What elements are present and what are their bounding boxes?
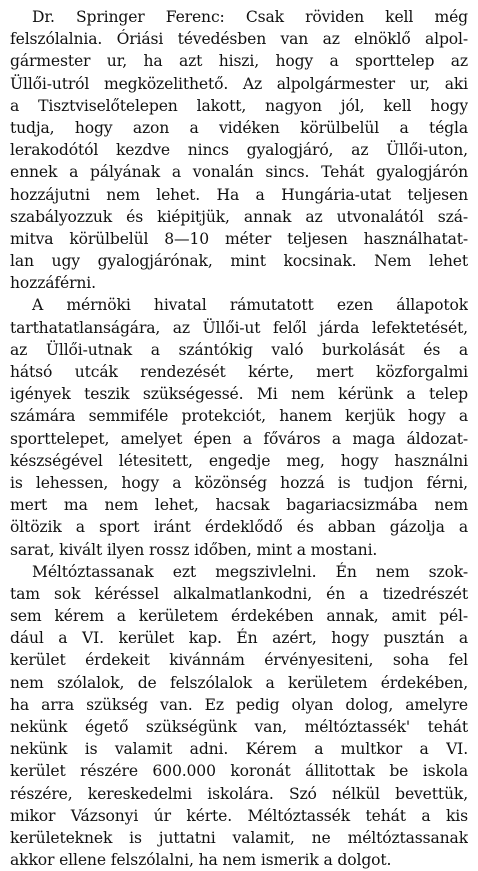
text-line: készségével létesitett, engedje meg, hogy használni: [10, 451, 468, 470]
text-line: öltözik a sport iránt érdeklődő és abban gázolja a: [10, 518, 468, 537]
text-line: Dr. Springer Ferenc: Csak röviden kell még: [32, 8, 468, 26]
paragraph-speech-opening: [10, 6, 468, 294]
text-line: sem kérem a kerületem érdekében annak, amit pél-: [10, 607, 468, 626]
text-line: tarthatatlanságára, az Üllői-ut felől járda lefektetését,: [10, 318, 468, 337]
text-line: lan ugy gyalogjárónak, mint kocsinak. Nem lehet: [10, 252, 468, 271]
text-line: tam sok kéréssel alkalmatlankodni, én a tizedrészét: [10, 584, 468, 603]
text-line: is lehessen, hogy a közönség hozzá is tudjon férni,: [10, 473, 468, 492]
text-line: mitva körülbelül 8—10 méter teljesen használhatat-: [10, 229, 468, 248]
text-line: igények teszik szükségessé. Mi nem kérünk a telep: [10, 385, 468, 404]
text-line: hátsó utcák rendezését kérte, mert közforgalmi: [10, 363, 468, 381]
text-line: sporttelepet, amelyet épen a főváros a maga áldozat-: [10, 429, 468, 448]
text-line: hozzájutni nem lehet. Ha a Hungária-utat teljesen: [10, 185, 468, 204]
text-line: Üllői-utról megközelithető. Az alpolgármester ur, aki: [10, 74, 468, 93]
text-line: lerakodótól kezdve nincs gyalogjáró, az Üllői-uton,: [10, 141, 468, 160]
text-line: kerület érdekeit kivánnám érvényesiteni, soha fel: [10, 651, 468, 670]
text-line: ennek a pályának a vonalán sincs. Tehát gyalogjárón: [10, 163, 468, 182]
text-line: számára semmiféle protekciót, hanem kerjük hogy a: [10, 407, 468, 426]
text-line: Méltóztassanak ezt megszivlelni. Én nem szok-: [32, 562, 468, 581]
text-line: mert ma nem lehet, hacsak bagariacsizmába nem: [10, 496, 468, 515]
text-line: nekünk égető szükségünk van, méltóztassék' tehát: [10, 718, 468, 736]
text-line: hozzáférni.: [10, 274, 96, 293]
text-line: tudja, hogy azon a vidéken körülbelül a tégla: [10, 118, 468, 137]
text-line: kerület részére 600.000 koronát állitottak be iskola: [10, 762, 468, 781]
text-line: ha arra szükség van. Ez pedig olyan dolog, amelyre: [10, 695, 468, 714]
text-line: felszólalnia. Óriási tévedésben van az elnöklő alpol-: [10, 30, 468, 49]
text-line: szabályozzuk és kiépitjük, annak az utvonalától szá-: [10, 207, 468, 226]
text-line: a Tisztviselőtelepen lakott, nagyon jól, kell hogy: [10, 96, 468, 115]
text-line: részére, kereskedelmi iskolára. Szó nélkül bevettük,: [10, 784, 468, 803]
text-line: sarat, kivált ilyen rossz időben, mint a mostani.: [10, 540, 378, 559]
text-line: A mérnöki hivatal rámutatott ezen állapotok: [32, 296, 468, 315]
text-line: dául a VI. kerület kap. Én azért, hogy pusztán a: [10, 629, 468, 648]
paragraph-engineering-office: [10, 294, 468, 560]
text-line: akkor ellene felszólalni, ha nem ismerik a dolgot.: [10, 851, 392, 870]
text-line: az Üllői-utnak a szántókig való burkolását és a: [10, 340, 468, 359]
text-line: nem szólalok, de felszólalok a kerületem érdekében,: [10, 673, 468, 692]
text-line: kerületeknek is juttatni valamit, ne méltóztassanak: [10, 828, 468, 847]
text-line: mikor Vázsonyi úr kérte. Méltóztassék tehát a kis: [10, 806, 468, 825]
paragraph-district-request: [10, 561, 468, 871]
text-line: nekünk is valamit adni. Kérem a multkor a VI.: [10, 740, 468, 759]
text-line: gármester ur, ha azt hiszi, hogy a sporttelep az: [10, 52, 468, 71]
